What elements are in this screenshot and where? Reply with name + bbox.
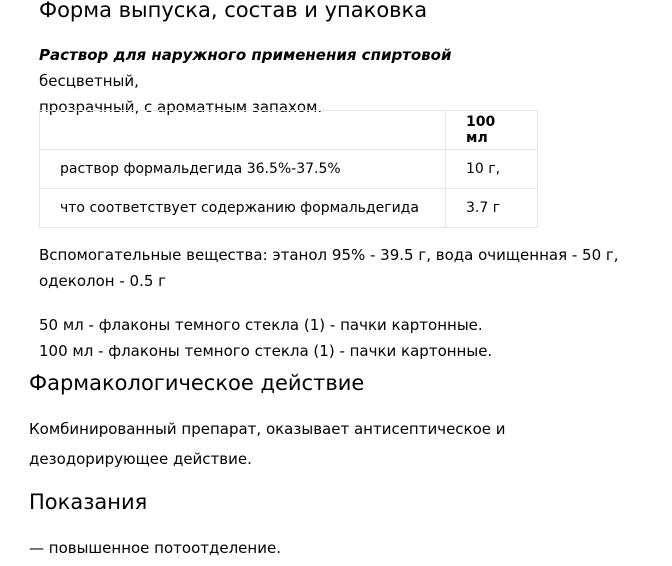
pharm-line2: дезодорирующее действие. — [29, 450, 252, 468]
table-cell-substance: раствор формальдегида 36.5%-37.5% — [40, 150, 446, 189]
intro-text-line2: прозрачный, с ароматным запахом. — [39, 98, 323, 116]
section-title-indications: Показания — [29, 490, 148, 514]
packaging-line: 100 мл - флаконы темного стекла (1) - пачки картонные. — [39, 342, 493, 360]
composition-table — [39, 110, 538, 228]
table-cell-amount: 10 г, — [446, 150, 538, 189]
table-header-volume: 100 мл — [446, 111, 538, 150]
table-row — [40, 189, 538, 228]
table-cell-amount: 3.7 г — [446, 189, 538, 228]
table-header-row — [40, 111, 538, 150]
table-row — [40, 150, 538, 189]
pharm-line1: Комбинированный препарат, оказывает антисептическое и — [29, 420, 506, 438]
table-cell-substance: что соответствует содержанию формальдегида — [40, 189, 446, 228]
packaging-paragraph — [39, 312, 492, 364]
excipients-line2: одеколон - 0.5 г — [39, 272, 167, 290]
intro-paragraph — [39, 42, 549, 120]
intro-text: бесцветный, — [39, 72, 139, 90]
intro-emphasis: Раствор для наружного применения спиртовой — [39, 46, 452, 64]
packaging-line: 50 мл - флаконы темного стекла (1) - пачки картонные. — [39, 316, 483, 334]
section-title-pharm: Фармакологическое действие — [29, 371, 365, 395]
indications-item: — повышенное потоотделение. — [29, 539, 281, 557]
table-header-empty — [40, 111, 446, 150]
pharm-paragraph — [29, 414, 506, 474]
excipients-line1: Вспомогательные вещества: этанол 95% - 39.5 г, вода очищенная - 50 г, — [39, 246, 619, 264]
section-title-form: Форма выпуска, состав и упаковка — [39, 0, 428, 22]
excipients-paragraph — [39, 242, 619, 294]
